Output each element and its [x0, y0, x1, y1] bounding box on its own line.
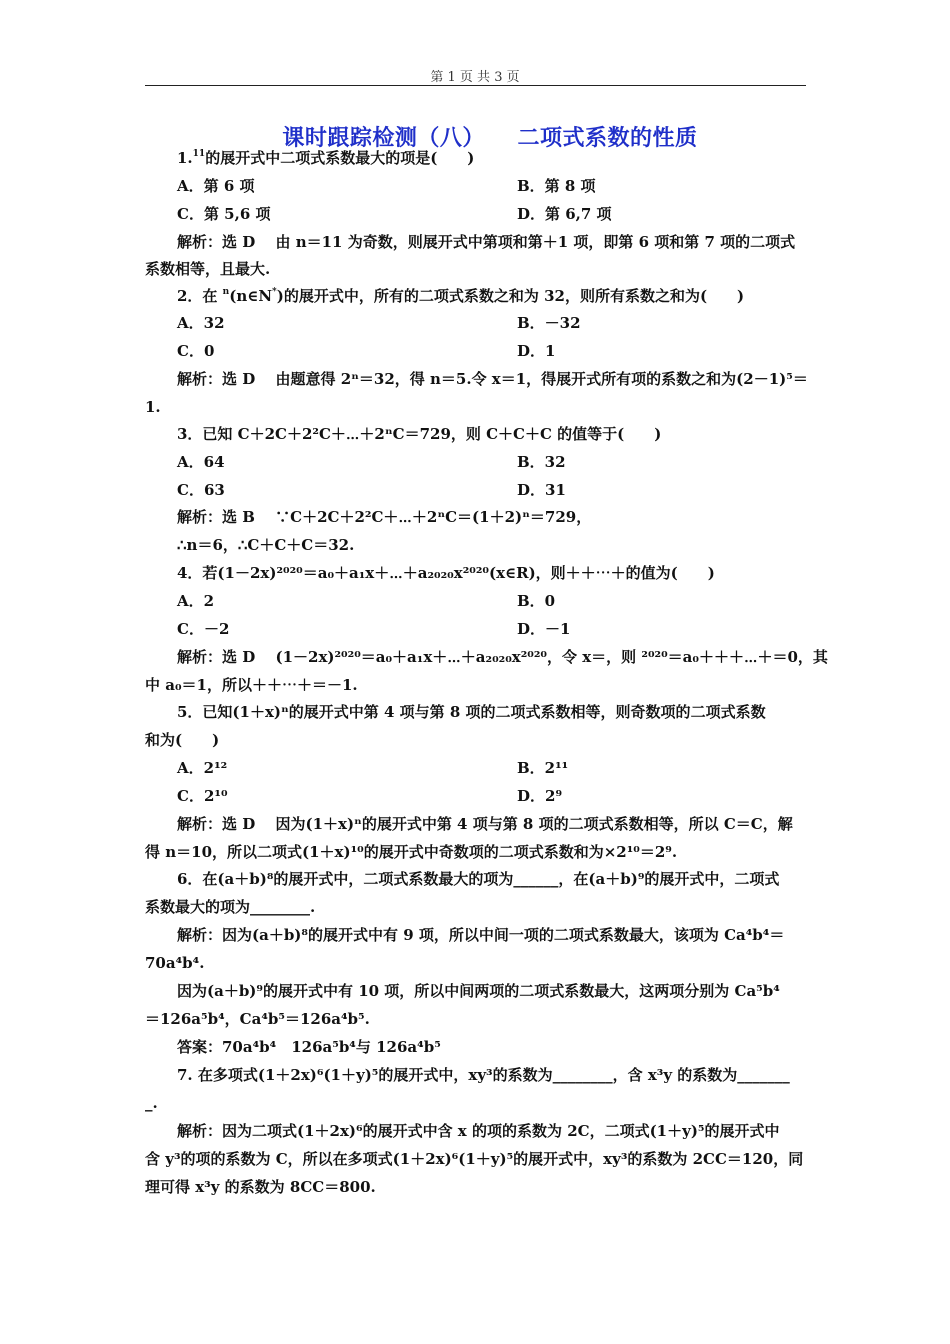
q5-option-a: A．2¹²: [177, 759, 228, 777]
q4-option-c: C．－2: [177, 620, 230, 638]
q2-option-d: D．1: [517, 342, 556, 360]
q5-stem: 5．已知(1＋x)ⁿ的展开式中第 4 项与第 8 项的二项式系数相等，则奇数项的二项式系数: [177, 703, 766, 721]
q4-option-d: D．－1: [517, 620, 571, 638]
q3-stem: 3．已知 C＋2C＋2²C＋⋯＋2ⁿC＝729，则 C＋C＋C 的值等于( ): [177, 425, 662, 443]
q2-stem: 2．在 $^n$(n∈N*)的展开式中，所有的二项式系数之和为 32，则所有系数之和为( ): [177, 287, 745, 305]
q4-option-a: A．2: [177, 592, 215, 610]
q6-stem: 6．在(a＋b)⁸的展开式中，二项式系数最大的项为______，在(a＋b)⁹的展开式中，二项式: [177, 870, 780, 888]
q2-option-a: A．32: [177, 314, 225, 332]
q6-answer: 答案：70a⁴b⁴ 126a⁵b⁴与 126a⁴b⁵: [177, 1038, 441, 1056]
q2-option-c: C．0: [177, 342, 215, 360]
q7-solution-cont-2: 理可得 x³y 的系数为 8CC＝800.: [145, 1178, 376, 1196]
q1-solution: 解析：选 D 由 n＝11 为奇数，则展开式中第项和第＋1 项，即第 6 项和第 7 项的二项式: [177, 233, 796, 251]
q4-stem: 4．若(1－2x)²⁰²⁰＝a₀＋a₁x＋⋯＋a₂₀₂₀x²⁰²⁰(x∈R)，则＋＋⋯＋的值为( ): [177, 564, 715, 582]
q7-solution-cont: 含 y³的项的系数为 C，所以在多项式(1＋2x)⁶(1＋y)⁵的展开式中，xy³的系数为 2CC＝120，同: [145, 1150, 804, 1168]
q3-option-b: B．32: [517, 453, 566, 471]
q4-solution-cont: 中 a₀＝1，所以＋＋⋯＋＝－1.: [145, 676, 358, 694]
q5-solution-cont: 得 n＝10，所以二项式(1＋x)¹⁰的展开式中奇数项的二项式系数和为×2¹⁰＝2⁹.: [145, 843, 678, 861]
q3-solution: 解析：选 B ∵C＋2C＋2²C＋⋯＋2ⁿC＝(1＋2)ⁿ＝729，: [177, 508, 592, 526]
q6-solution-2-cont: ＝126a⁵b⁴，Ca⁴b⁵＝126a⁴b⁵.: [145, 1010, 370, 1028]
q1-stem: 1.11的展开式中二项式系数最大的项是( ): [177, 149, 475, 167]
q6-solution-cont: 70a⁴b⁴.: [145, 954, 205, 972]
q7-solution: 解析：因为二项式(1＋2x)⁶的展开式中含 x 的项的系数为 2C，二项式(1＋y)⁵的展开式中: [177, 1122, 780, 1140]
q5-option-c: C．2¹⁰: [177, 787, 228, 805]
q2-solution-cont: 1.: [145, 398, 161, 416]
q3-option-a: A．64: [177, 453, 225, 471]
q1-option-a: A．第 6 项: [177, 177, 255, 195]
q1-option-d: D．第 6,7 项: [517, 205, 612, 223]
q6-stem-cont: 系数最大的项为________.: [145, 898, 316, 916]
q6-solution: 解析：因为(a＋b)⁸的展开式中有 9 项，所以中间一项的二项式系数最大，该项为 Ca⁴b⁴＝: [177, 926, 785, 944]
q5-option-d: D．2⁹: [517, 787, 563, 805]
q7-stem: 7. 在多项式(1＋2x)⁶(1＋y)⁵的展开式中，xy³的系数为________，含 x³y 的系数为_______: [177, 1066, 790, 1084]
page-indicator: 第 1 页 共 3 页: [430, 70, 520, 85]
q3-solution-cont: ∴n＝6，∴C＋C＋C＝32.: [177, 536, 355, 554]
q4-option-b: B．0: [517, 592, 556, 610]
q5-option-b: B．2¹¹: [517, 759, 569, 777]
q1-option-c: C．第 5,6 项: [177, 205, 271, 223]
q3-option-c: C．63: [177, 481, 225, 499]
q2-solution: 解析：选 D 由题意得 2ⁿ＝32，得 n＝5.令 x＝1，得展开式所有项的系数之和为(2－1)⁵＝: [177, 370, 808, 388]
q7-stem-cont: _.: [145, 1094, 158, 1112]
q2-option-b: B．－32: [517, 314, 581, 332]
page-title: 课时跟踪检测（八） 二项式系数的性质: [282, 126, 698, 151]
q5-solution: 解析：选 D 因为(1＋x)ⁿ的展开式中第 4 项与第 8 项的二项式系数相等，所以 C＝C，解: [177, 815, 793, 833]
header-divider: [145, 85, 806, 86]
q5-stem-cont: 和为( ): [145, 731, 220, 749]
q1-option-b: B．第 8 项: [517, 177, 596, 195]
q3-option-d: D．31: [517, 481, 566, 499]
q6-solution-2: 因为(a＋b)⁹的展开式中有 10 项，所以中间两项的二项式系数最大，这两项分别为 Ca⁵b⁴: [177, 982, 780, 1000]
q4-solution: 解析：选 D (1－2x)²⁰²⁰＝a₀＋a₁x＋⋯＋a₂₀₂₀x²⁰²⁰，令 x＝，则 ²⁰²⁰＝a₀＋＋＋⋯＋＝0，其: [177, 648, 828, 666]
q1-solution-cont: 系数相等，且最大.: [145, 260, 271, 278]
